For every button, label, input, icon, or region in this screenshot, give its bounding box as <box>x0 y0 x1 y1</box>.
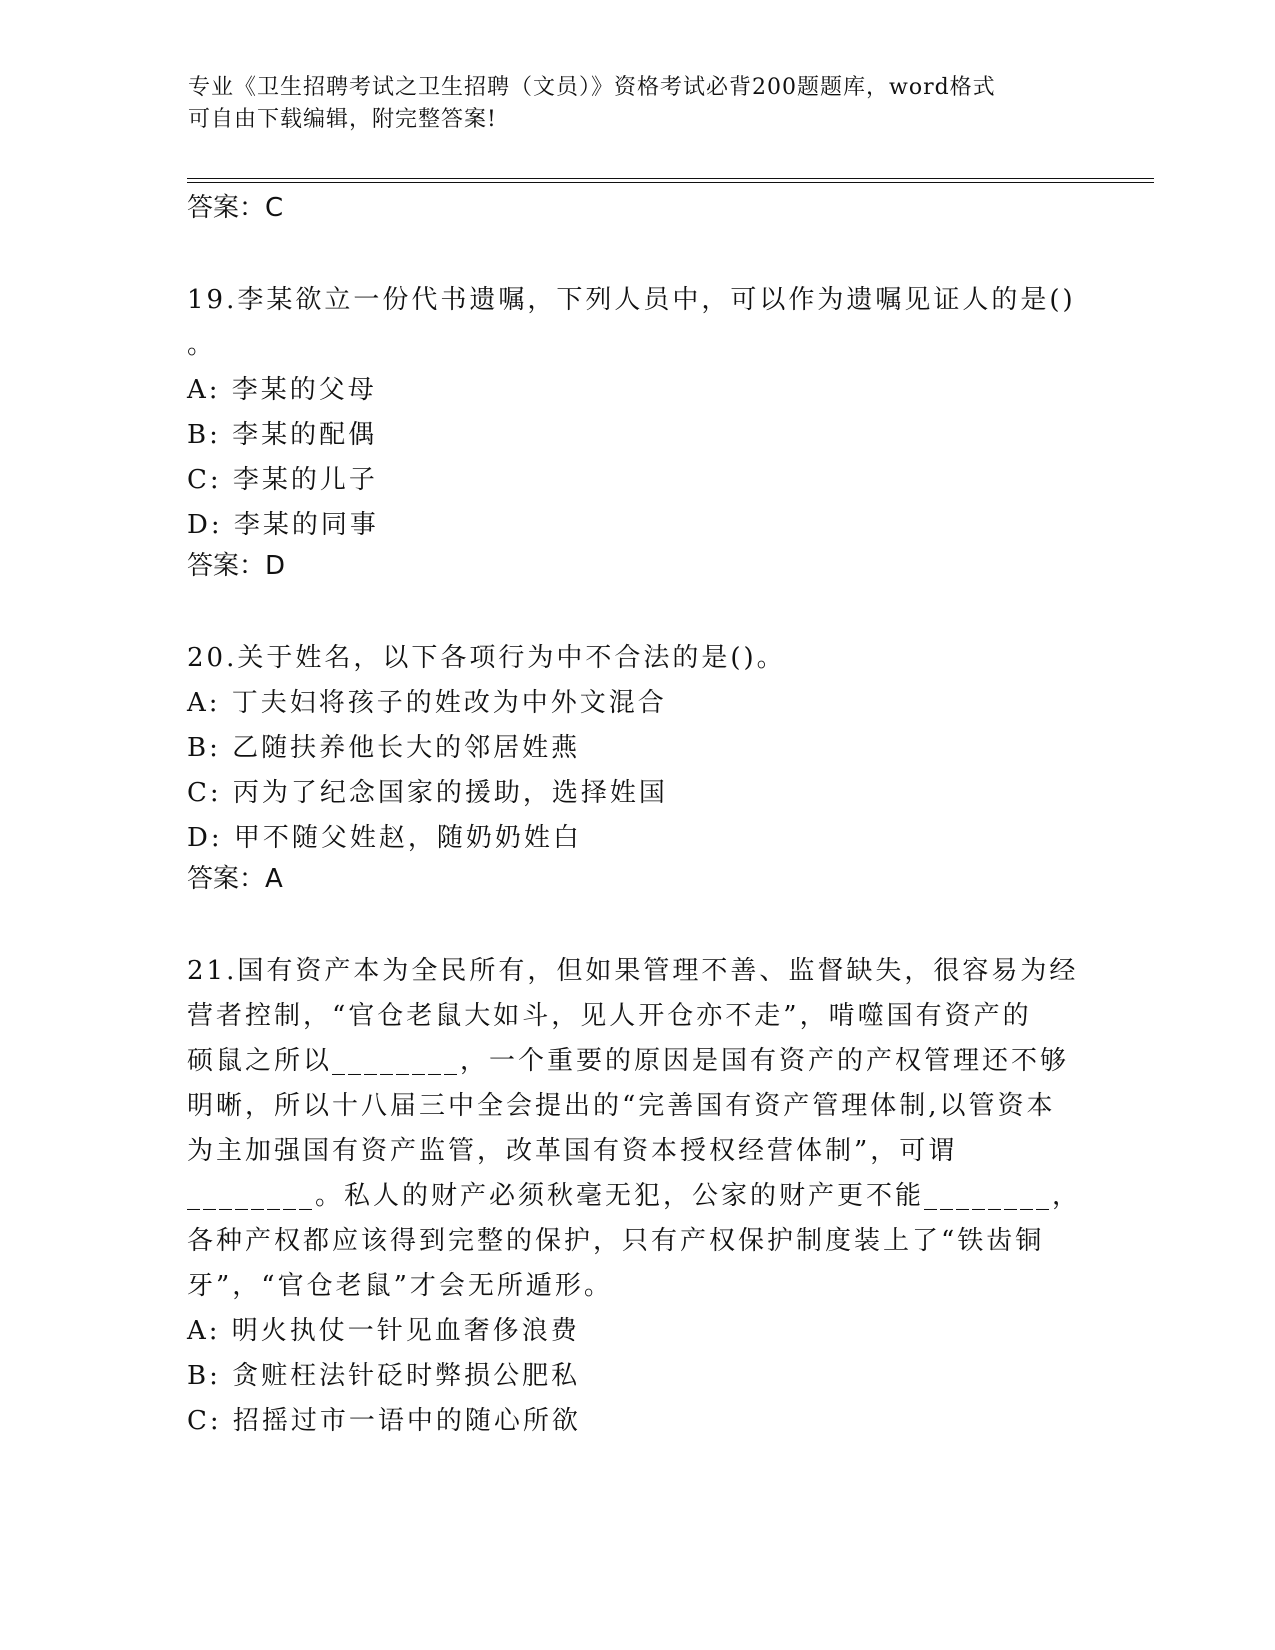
question-text-line: 。 <box>187 330 217 360</box>
question-text-line: ________。私人的财产必须秋毫无犯，公家的财产更不能________， <box>187 1181 1082 1211</box>
spacer <box>187 592 1087 636</box>
header-rule-bottom <box>187 182 1154 183</box>
question-21 <box>187 949 1087 1444</box>
option-a: A: 李某的父母 <box>187 375 377 405</box>
option-c: C: 招摇过市一语中的随心所欲 <box>187 1406 581 1436</box>
spacer <box>187 234 1087 278</box>
option-d: D: 甲不随父姓赵，随奶奶姓白 <box>187 823 582 853</box>
option-c: C: 丙为了纪念国家的援助，选择姓国 <box>187 778 668 808</box>
document-body <box>187 190 1087 1444</box>
option-d: D: 李某的同事 <box>187 510 379 540</box>
header-rule-top <box>187 178 1154 179</box>
question-text-line: 19.李某欲立一份代书遗嘱，下列人员中，可以作为遗嘱见证人的是() <box>187 285 1076 315</box>
option-b: B: 乙随扶养他长大的邻居姓燕 <box>187 733 581 763</box>
answer: 答案：D <box>187 551 286 581</box>
question-20 <box>187 636 1087 905</box>
spacer <box>187 905 1087 949</box>
question-text-line: 21.国有资产本为全民所有，但如果管理不善、监督缺失，很容易为经 <box>187 956 1079 986</box>
header-line-2: 可自由下载编辑，附完整答案! <box>188 107 497 132</box>
document-header <box>188 72 1088 136</box>
option-a: A: 明火执仗一针见血奢侈浪费 <box>187 1316 580 1346</box>
question-text-line: 牙”，“官仓老鼠”才会无所遁形。 <box>187 1271 613 1301</box>
answer-previous: 答案：C <box>187 193 284 223</box>
question-text-line: 明晰，所以十八届三中全会提出的“完善国有资产管理体制,以管资本 <box>187 1091 1056 1121</box>
question-text-line: 各种产权都应该得到完整的保护，只有产权保护制度装上了“铁齿铜 <box>187 1226 1045 1256</box>
option-b: B: 贪赃枉法针砭时弊损公肥私 <box>187 1361 581 1391</box>
option-b: B: 李某的配偶 <box>187 420 378 450</box>
question-text-line: 20.关于姓名，以下各项行为中不合法的是()。 <box>187 643 786 673</box>
question-text-line: 硕鼠之所以________，一个重要的原因是国有资产的产权管理还不够 <box>187 1046 1070 1076</box>
answer: 答案：A <box>187 864 283 894</box>
option-a: A: 丁夫妇将孩子的姓改为中外文混合 <box>187 688 667 718</box>
question-text-line: 为主加强国有资产监管，改革国有资本授权经营体制”，可谓 <box>187 1136 958 1166</box>
header-line-1: 专业《卫生招聘考试之卫生招聘（文员）》资格考试必背200题题库，word格式 <box>188 75 996 100</box>
option-c: C: 李某的儿子 <box>187 465 378 495</box>
question-text-line: 营者控制，“官仓老鼠大如斗，见人开仓亦不走”，啃噬国有资产的 <box>187 1001 1032 1031</box>
question-19 <box>187 278 1087 592</box>
